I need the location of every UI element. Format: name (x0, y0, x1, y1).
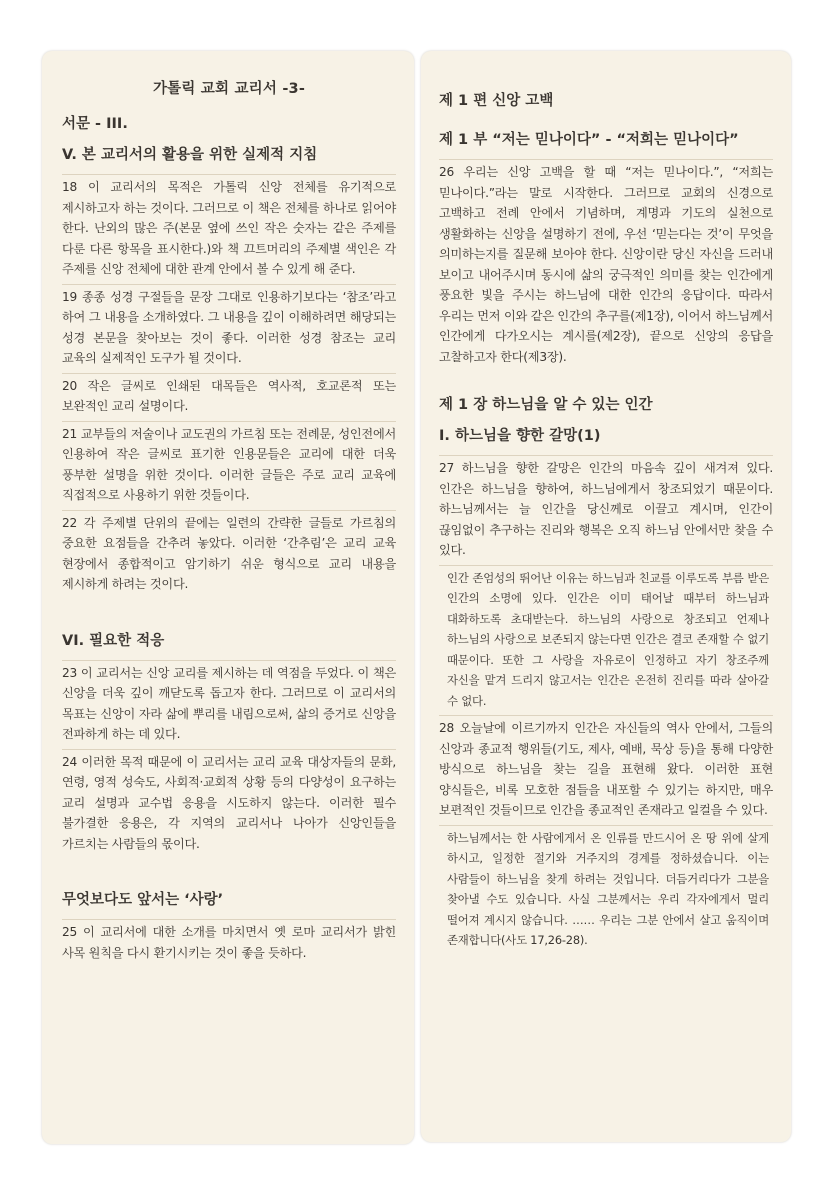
quote-27: 인간 존엄성의 뛰어난 이유는 하느님과 친교를 이루도록 부름 받은 인간의 소명에 있다. 인간은 이미 태어날 때부터 하느님과 대화하도록 초대받는다. 하느님의 사랑으로 창조되고 언제나 하느님의 사랑으로 보존되지 않는다면 인간은 결코 존재할 수 없기 때문이다. 또한 그 사랑을 자유로이 인정하고 자기 창조주께 자신을 맡겨 드리지 않고서는 인간은 온전히 진리를 따라 살아갈 수 없다. (439, 565, 773, 712)
paragraph-28: 28 오늘날에 이르기까지 인간은 자신들의 역사 안에서, 그들의 신앙과 종교적 행위들(기도, 제사, 예배, 묵상 등)을 통해 다양한 방식으로 하느님을 찾는 길을 표현해 왔다. 이러한 표현 양식들은, 비록 모호한 점들을 내포할 수 있기는 하지만, 매우 보편적인 것들이므로 인간을 종교적인 존재라고 일컬을 수 있다. (439, 715, 773, 821)
love-heading: 무엇보다도 앞서는 ‘사랑’ (62, 892, 224, 908)
section-6-heading: VI. 필요한 적응 (62, 632, 165, 649)
section-5-heading: V. 본 교리서의 활용을 위한 실제적 지침 (62, 147, 318, 163)
paragraph-23: 23 이 교리서는 신앙 교리를 제시하는 데 역점을 두었다. 이 책은 신앙을 더욱 깊이 깨닫도록 돕고자 한다. 그러므로 이 교리서의 목표는 신앙이 자라 삶에 뿌리를 내림으로써, 삶의 증거로 신앙을 전파하게 하는 데 있다. (62, 660, 396, 745)
subsection-1-heading: I. 하느님을 향한 갈망(1) (439, 428, 601, 444)
chapter-1-heading: 제 1 장 하느님을 알 수 있는 인간 (439, 397, 653, 413)
part-heading: 제 1 편 신앙 고백 (439, 93, 554, 109)
paragraph-26: 26 우리는 신앙 고백을 할 때 “저는 믿나이다.”, “저희는 믿나이다.”라는 말로 시작한다. 그러므로 교회의 신경으로 고백하고 전례 안에서 기념하며, 계명과 기도의 실천으로 생활화하는 신앙을 설명하기 전에, 우선 ‘믿는다는 것’이 무엇을 의미하는지를 질문해 보아야 한다. 신앙이란 당신 자신을 드러내 보이고 내어주시며 동시에 삶의 궁극적인 의미를 찾는 인간에게 풍요한 빛을 주시는 하느님에 대한 인간의 응답이다. 따라서 우리는 먼저 이와 같은 인간의 추구를(제1장), 이어서 하느님께서 인간에게 다가오시는 계시를(제2장), 끝으로 신앙의 응답을 고찰하고자 한다(제3장). (439, 159, 773, 367)
paragraph-18: 18 이 교리서의 목적은 가톨릭 신앙 전체를 유기적으로 제시하고자 하는 것이다. 그러므로 이 책은 전체를 하나로 읽어야 한다. 난외의 많은 주(본문 옆에 쓰인 작은 숫자는 같은 주제를 다룬 다른 항목을 표시한다.)와 책 끄트머리의 주제별 색인은 각 주제를 신앙 전체에 대한 관계 안에서 볼 수 있게 해 준다. (62, 174, 396, 280)
left-column (42, 51, 414, 1144)
paragraph-19: 19 종종 성경 구절들을 문장 그대로 인용하기보다는 ‘참조’라고 하여 그 내용을 소개하였다. 그 내용을 깊이 이해하려면 해당되는 성경 본문을 찾아보는 것이 좋다. 이러한 성경 참조는 교리 교육의 실제적인 도구가 될 것이다. (62, 284, 396, 369)
paragraph-21: 21 교부들의 저술이나 교도권의 가르침 또는 전례문, 성인전에서 인용하여 작은 글씨로 표기한 인용문들은 교리에 대한 더욱 풍부한 설명을 위한 것이다. 이러한 글들은 주로 교리 교육에 직접적으로 사용하기 위한 것들이다. (62, 421, 396, 506)
right-column (421, 51, 791, 1142)
preface-heading: 서문 - III. (62, 116, 128, 132)
quote-28: 하느님께서는 한 사람에게서 온 인류를 만드시어 온 땅 위에 살게 하시고, 일정한 절기와 거주지의 경계를 정하셨습니다. 이는 사람들이 하느님을 찾게 하려는 것입니다. 더듬거리다가 그분을 찾아낼 수도 있습니다. 사실 그분께서는 우리 각자에게서 멀리 떨어져 계시지 않습니다. …… 우리는 그분 안에서 살고 움직이며 존재합니다(사도 17,26-28). (439, 825, 773, 951)
paragraph-20: 20 작은 글씨로 인쇄된 대목들은 역사적, 호교론적 또는 보완적인 교리 설명이다. (62, 373, 396, 417)
document-title: 가톨릭 교회 교리서 -3- (152, 81, 306, 97)
paragraph-25: 25 이 교리서에 대한 소개를 마치면서 옛 로마 교리서가 밝힌 사목 원칙을 다시 환기시키는 것이 좋을 듯하다. (62, 919, 396, 963)
paragraph-24: 24 이러한 목적 때문에 이 교리서는 교리 교육 대상자들의 문화, 연령, 영적 성숙도, 사회적·교회적 상황 등의 다양성이 요구하는 교리 설명과 교수법 응용을 시도하지 않는다. 이러한 필수 불가결한 응용은, 각 지역의 교리서나 나아가 신앙인들을 가르치는 사람들의 몫이다. (62, 749, 396, 855)
section-heading: 제 1 부 “저는 믿나이다” - “저희는 믿나이다” (439, 132, 739, 148)
paragraph-22: 22 각 주제별 단위의 끝에는 일련의 간략한 글들로 가르침의 중요한 요점들을 간추려 놓았다. 이러한 ‘간추림’은 교리 교육 현장에서 종합적이고 암기하기 쉬운 형식으로 교리 내용을 제시하게 하려는 것이다. (62, 510, 396, 595)
paragraph-27: 27 하느님을 향한 갈망은 인간의 마음속 깊이 새겨져 있다. 인간은 하느님을 향하여, 하느님에게서 창조되었기 때문이다. 하느님께서는 늘 인간을 당신께로 이끌고 계시며, 인간이 끊임없이 추구하는 진리와 행복은 오직 하느님 안에서만 찾을 수 있다. (439, 455, 773, 561)
